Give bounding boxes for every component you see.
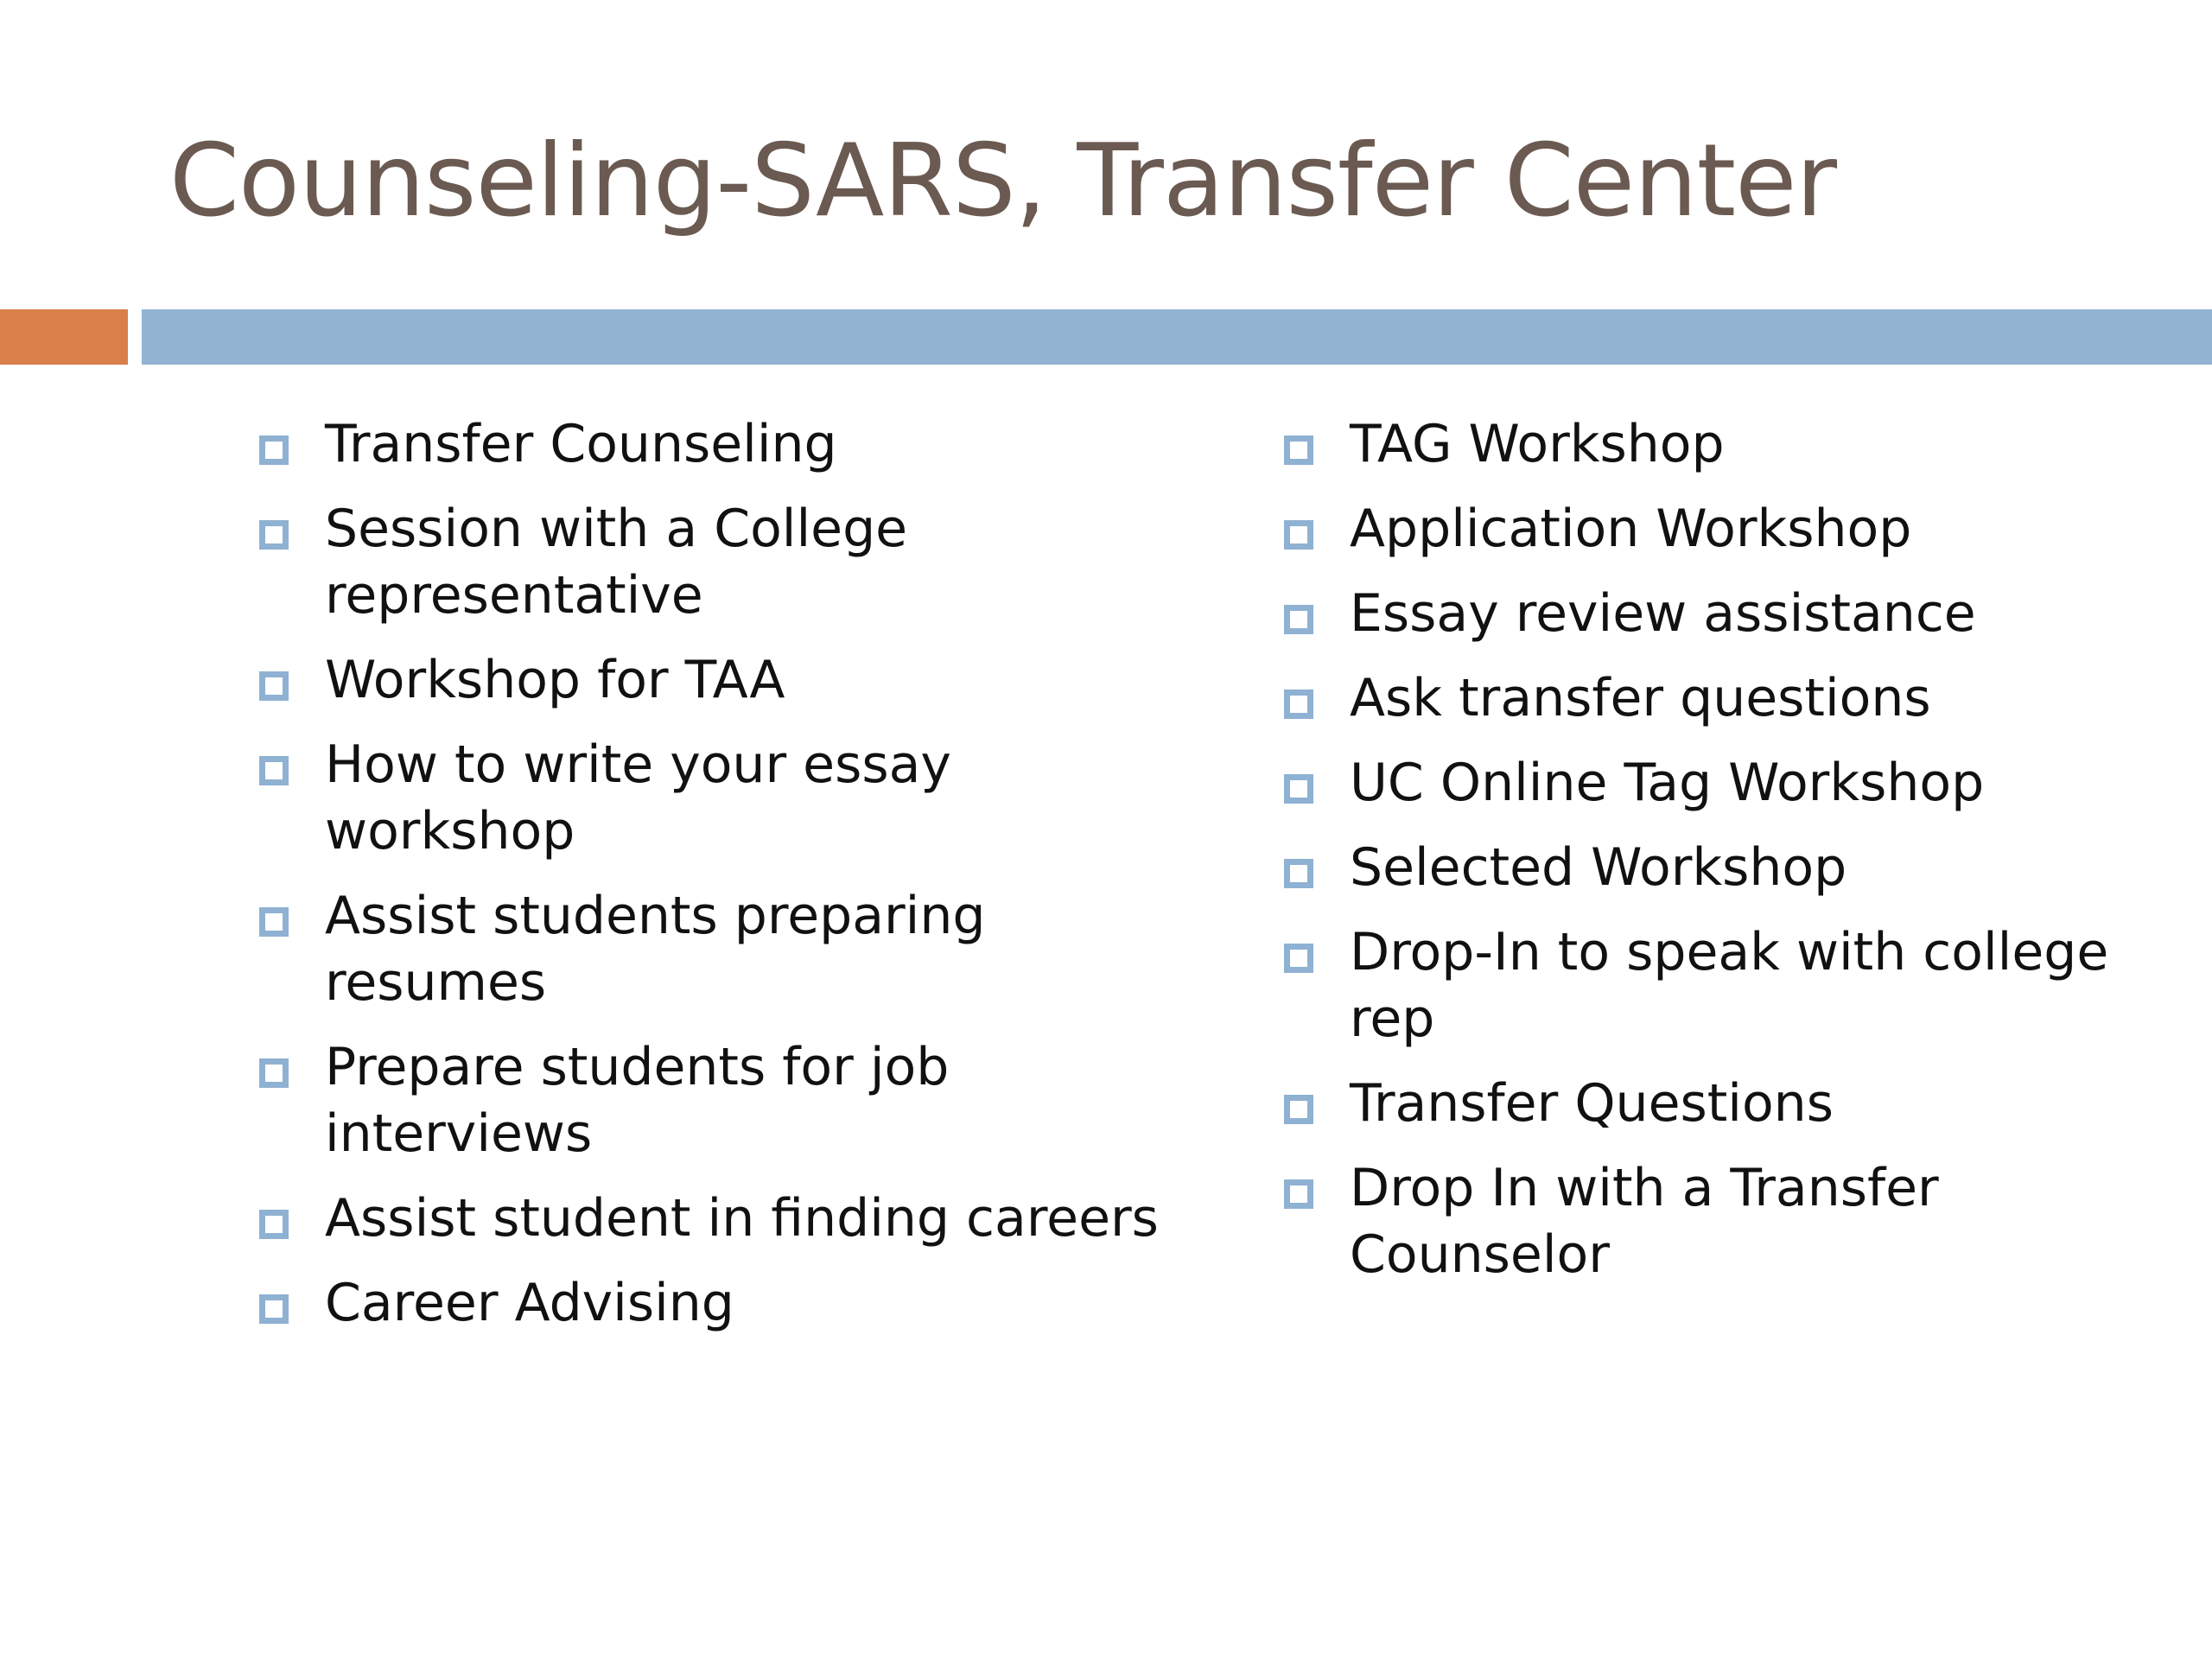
bullet-item xyxy=(259,883,1210,1016)
bullet-text: Career Advising xyxy=(325,1273,734,1333)
bullet-text: Application Workshop xyxy=(1350,499,1912,559)
square-bullet-icon xyxy=(259,1294,289,1324)
bullet-item xyxy=(259,1034,1210,1167)
square-bullet-icon xyxy=(259,520,289,550)
square-bullet-icon xyxy=(1284,774,1313,804)
bullet-text: Drop-In to speak with college rep xyxy=(1350,922,2109,1049)
square-bullet-icon xyxy=(259,907,289,937)
left-bullet-list xyxy=(259,411,1210,1355)
bullet-item xyxy=(1284,750,2148,817)
bullet-text: Selected Workshop xyxy=(1350,837,1847,898)
bullet-text: Assist student in finding careers xyxy=(325,1188,1159,1249)
square-bullet-icon xyxy=(1284,1179,1313,1209)
right-bullet-list xyxy=(1284,411,2148,1306)
bullet-text: Workshop for TAA xyxy=(325,650,785,710)
bullet-item xyxy=(259,411,1210,478)
bullet-text: Ask transfer questions xyxy=(1350,668,1931,728)
square-bullet-icon xyxy=(259,1058,289,1088)
bullet-item xyxy=(1284,1155,2148,1288)
square-bullet-icon xyxy=(1284,944,1313,973)
bullet-text: Essay review assistance xyxy=(1350,583,1976,644)
bullet-text: TAG Workshop xyxy=(1350,414,1725,474)
bullet-item xyxy=(259,1185,1210,1252)
bullet-item xyxy=(1284,665,2148,732)
bullet-item xyxy=(259,732,1210,865)
accent-bar xyxy=(0,309,128,365)
square-bullet-icon xyxy=(259,1210,289,1239)
slide-title: Counseling-SARS, Transfer Center xyxy=(169,123,1837,239)
bullet-item xyxy=(259,496,1210,629)
square-bullet-icon xyxy=(1284,520,1313,550)
square-bullet-icon xyxy=(259,671,289,701)
square-bullet-icon xyxy=(1284,1095,1313,1124)
square-bullet-icon xyxy=(1284,435,1313,465)
square-bullet-icon xyxy=(1284,605,1313,634)
bullet-text: How to write your essay workshop xyxy=(325,734,951,861)
square-bullet-icon xyxy=(259,756,289,785)
bullet-text: Drop In with a Transfer Counselor xyxy=(1350,1158,1939,1285)
square-bullet-icon xyxy=(1284,859,1313,888)
bullet-text: Assist students preparing resumes xyxy=(325,886,986,1013)
bullet-text: UC Online Tag Workshop xyxy=(1350,753,1985,813)
bullet-item xyxy=(259,1270,1210,1337)
bullet-item xyxy=(1284,496,2148,563)
bullet-item xyxy=(1284,1071,2148,1137)
bullet-item xyxy=(1284,835,2148,901)
title-divider-bar xyxy=(142,309,2212,365)
bullet-item xyxy=(1284,411,2148,478)
bullet-item xyxy=(1284,919,2148,1052)
square-bullet-icon xyxy=(259,435,289,465)
bullet-text: Prepare students for job interviews xyxy=(325,1037,950,1164)
bullet-text: Session with a College representative xyxy=(325,499,908,626)
bullet-text: Transfer Counseling xyxy=(325,414,837,474)
bullet-item xyxy=(1284,581,2148,647)
bullet-item xyxy=(259,647,1210,714)
square-bullet-icon xyxy=(1284,690,1313,719)
bullet-text: Transfer Questions xyxy=(1350,1073,1834,1134)
